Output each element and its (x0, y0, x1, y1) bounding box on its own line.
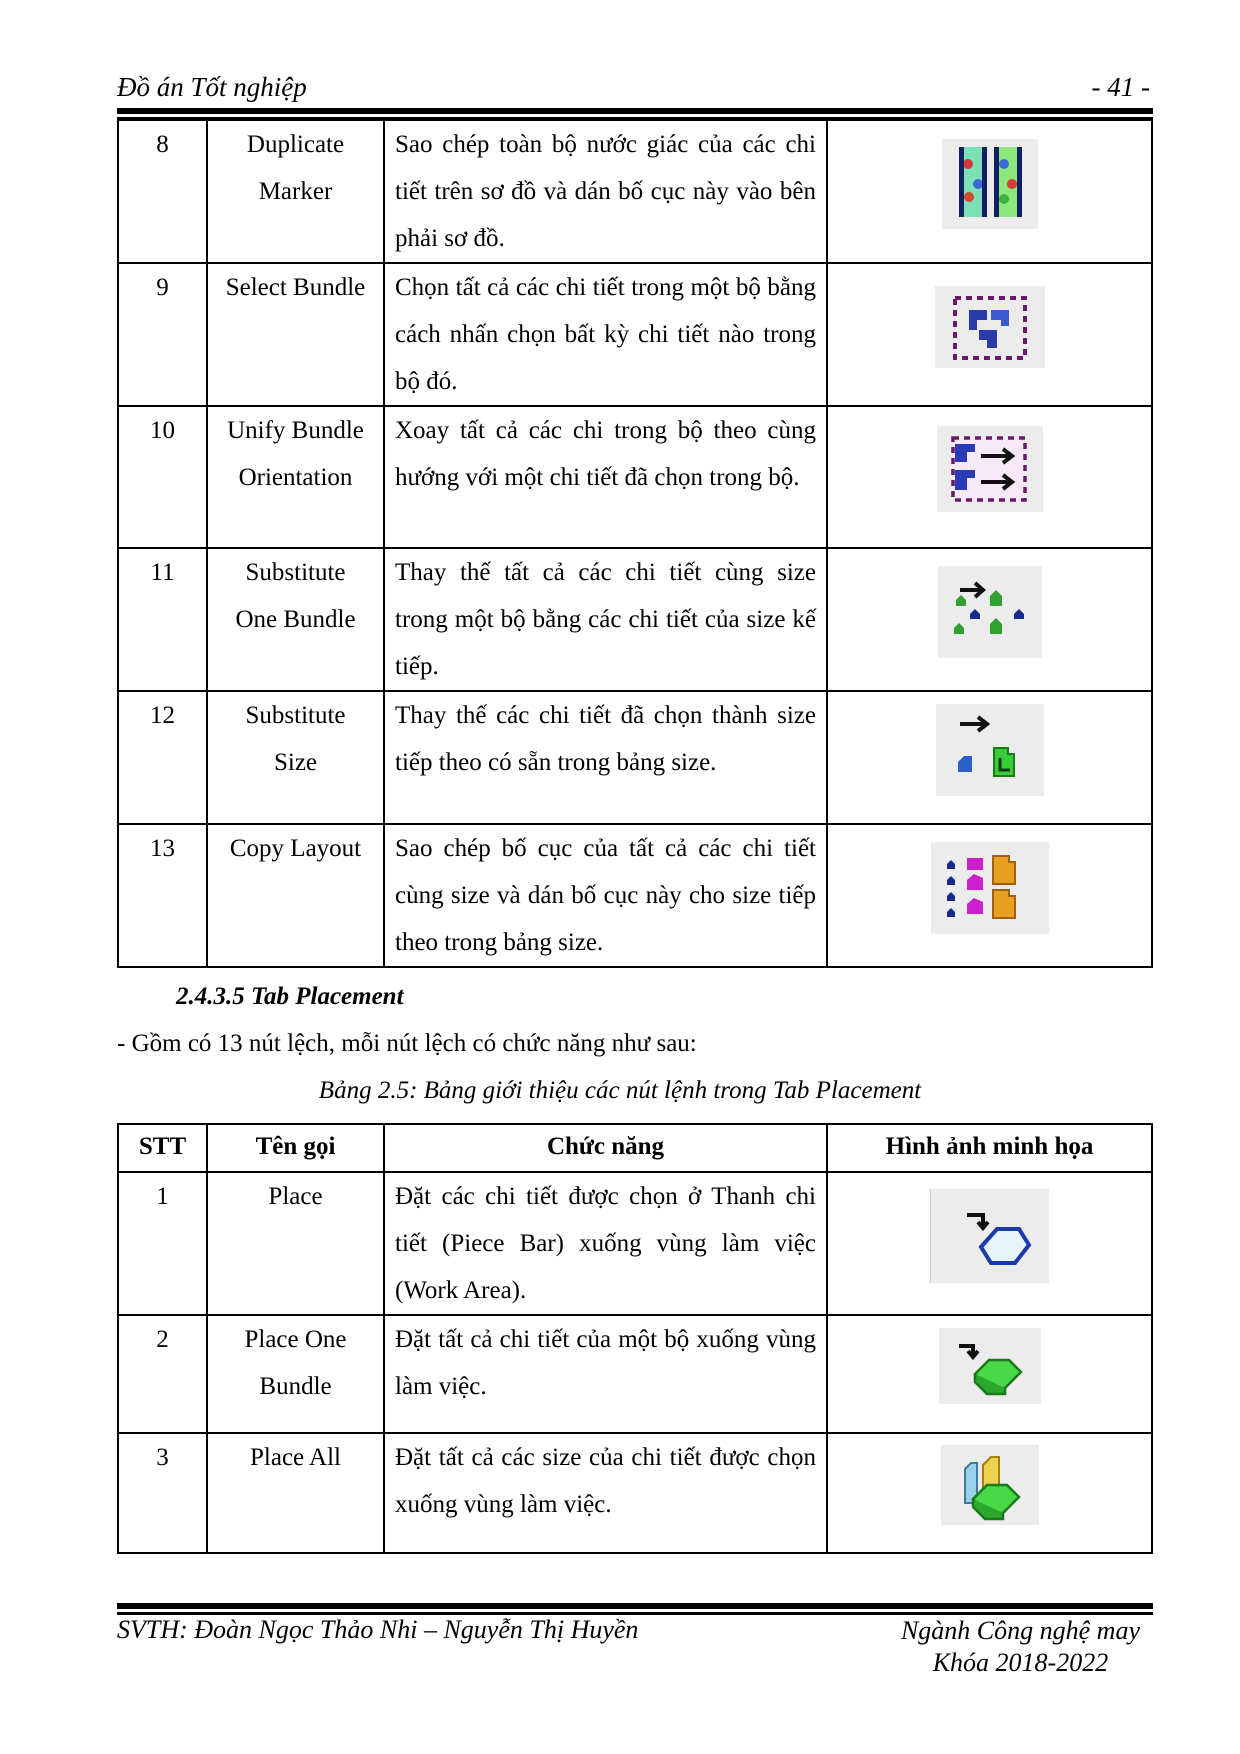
command-image-cell (827, 1315, 1152, 1433)
table-row (118, 1433, 1152, 1553)
command-function: Đặt tất cả chi tiết của một bộ xuống vùng làm việc. (384, 1315, 827, 1433)
command-function: Đặt các chi tiết được chọn ở Thanh chi tiết (Piece Bar) xuống vùng làm việc (Work Area). (384, 1172, 827, 1315)
header-function: Chức năng (384, 1124, 827, 1172)
duplicate-marker-icon (942, 139, 1038, 229)
command-name-line: Orientation (238, 464, 353, 491)
command-function: Thay thế các chi tiết đã chọn thành size tiếp theo có sẵn trong bảng size. (384, 691, 827, 824)
row-number: 12 (118, 691, 207, 824)
command-name-line: Substitute (245, 702, 346, 729)
command-name (207, 120, 384, 263)
command-image-cell (827, 691, 1152, 824)
command-name (207, 548, 384, 691)
table-row (118, 263, 1152, 406)
intro-bullet: - Gồm có 13 nút lệch, mỗi nút lệch có chức năng như sau: (117, 1030, 697, 1057)
command-name (207, 824, 384, 967)
substitute-size-icon (936, 704, 1044, 796)
command-function: Đặt tất cả các size của chi tiết được chọn xuống vùng làm việc. (384, 1433, 827, 1553)
table-row (118, 406, 1152, 548)
command-name-line: Copy Layout (229, 835, 362, 862)
page-number: - 41 - (1091, 72, 1150, 102)
footer-major: Ngành Công nghệ may (900, 1616, 1140, 1645)
row-number: 2 (118, 1315, 207, 1433)
command-name-line: Select Bundle (225, 274, 366, 301)
row-number: 10 (118, 406, 207, 548)
substitute-one-bundle-icon (938, 566, 1042, 658)
place-icon (930, 1189, 1049, 1283)
table-row (118, 120, 1152, 263)
table-row (118, 824, 1152, 967)
unify-bundle-orientation-icon (937, 426, 1043, 512)
row-number: 1 (118, 1172, 207, 1315)
table-header-row (118, 1124, 1152, 1172)
row-number: 3 (118, 1433, 207, 1553)
row-number: 11 (118, 548, 207, 691)
command-image-cell (827, 1172, 1152, 1315)
place-one-bundle-icon (939, 1328, 1041, 1404)
command-name-line: Unify Bundle (227, 417, 364, 444)
table-row (118, 1172, 1152, 1315)
command-name-line: Bundle (259, 1373, 332, 1400)
command-name-line: Substitute (245, 559, 346, 586)
command-function: Thay thế tất cả các chi tiết cùng size trong một bộ bằng các chi tiết của size kế tiếp. (384, 548, 827, 691)
place-all-icon (941, 1445, 1039, 1525)
row-number: 13 (118, 824, 207, 967)
command-image-cell (827, 1433, 1152, 1553)
command-name-line: Marker (258, 178, 333, 205)
header-name: Tên gọi (207, 1124, 384, 1172)
row-number: 8 (118, 120, 207, 263)
footer-course: Khóa 2018-2022 (932, 1648, 1109, 1677)
table-row (118, 548, 1152, 691)
command-function: Sao chép bố cục của tất cả các chi tiết cùng size và dán bố cục này cho size tiếp theo trong bảng size. (384, 824, 827, 967)
copy-layout-icon (931, 842, 1049, 934)
document-title: Đồ án Tốt nghiệp (117, 72, 307, 102)
table-caption: Bảng 2.5: Bảng giới thiệu các nút lệnh trong Tab Placement (318, 1077, 922, 1104)
footer-rule-thick (117, 1603, 1153, 1609)
command-name (207, 1172, 384, 1315)
command-name (207, 263, 384, 406)
select-bundle-icon (935, 286, 1045, 368)
command-image-cell (827, 824, 1152, 967)
command-name-line: Place One (244, 1326, 347, 1353)
command-name-line: Duplicate (246, 131, 345, 158)
command-name-line: Place (268, 1183, 323, 1210)
tab-placement-table (117, 1123, 1153, 1554)
command-image-cell (827, 120, 1152, 263)
command-name-line: Size (273, 749, 318, 776)
command-name (207, 406, 384, 548)
footer-program (901, 1615, 1140, 1679)
command-function: Sao chép toàn bộ nước giác của các chi tiết trên sơ đồ và dán bố cục này vào bên phải sơ đồ. (384, 120, 827, 263)
header-rule-thick (117, 108, 1153, 114)
command-name-line: One Bundle (235, 606, 356, 633)
command-image-cell (827, 263, 1152, 406)
command-function: Xoay tất cả các chi trong bộ theo cùng hướng với một chi tiết đã chọn trong bộ. (384, 406, 827, 548)
row-number: 9 (118, 263, 207, 406)
table-row (118, 1315, 1152, 1433)
command-name (207, 1433, 384, 1553)
table-row (118, 691, 1152, 824)
command-image-cell (827, 548, 1152, 691)
tab-commands-table-continued (117, 119, 1153, 968)
command-name (207, 691, 384, 824)
command-function: Chọn tất cả các chi tiết trong một bộ bằng cách nhấn chọn bất kỳ chi tiết nào trong bộ đó. (384, 263, 827, 406)
header-stt: STT (118, 1124, 207, 1172)
command-image-cell (827, 406, 1152, 548)
command-name (207, 1315, 384, 1433)
header-image: Hình ảnh minh họa (827, 1124, 1152, 1172)
command-name-line: Place All (250, 1444, 341, 1471)
section-heading: 2.4.3.5 Tab Placement (176, 983, 404, 1010)
footer-authors: SVTH: Đoàn Ngọc Thảo Nhi – Nguyễn Thị Huyền (117, 1615, 639, 1644)
